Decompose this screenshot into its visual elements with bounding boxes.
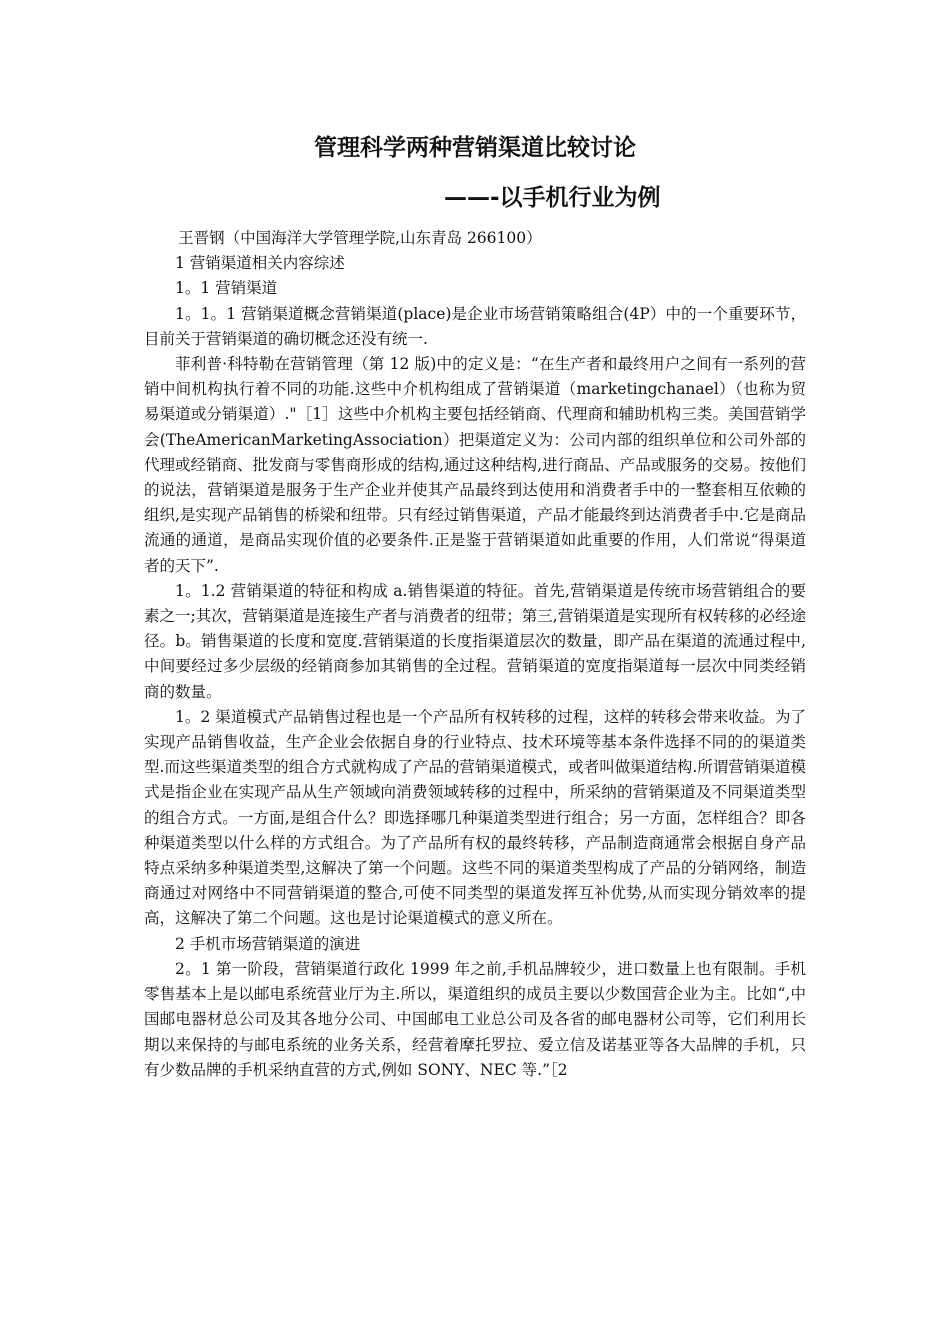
- subsection-heading-1-1: 1。1 营销渠道: [175, 279, 278, 298]
- section-heading-2: 2 手机市场营销渠道的演进: [175, 934, 361, 953]
- paragraph-1-1-1: 1。1。1 营销渠道概念营销渠道(place)是企业市场营销策略组合(4P）中的一个重要环节，目前关于营销渠道的确切概念还没有统一.: [144, 304, 806, 348]
- document-subtitle: ——-以手机行业为例: [444, 185, 661, 211]
- paragraph-1-1-2: 1。1.2 营销渠道的特征和构成 a.销售渠道的特征。首先,营销渠道是传统市场营销组合的要素之一;其次，营销渠道是连接生产者与消费者的纽带；第三,营销渠道是实现所有权转移的必经途径。b。销售渠道的长度和宽度.营销渠道的长度指渠道层次的数量，即产品在渠道的流通过程中,中间要经过多少层级的经销商参加其销售的全过程。营销渠道的宽度指渠道每一层次中同类经销商的数量。: [144, 581, 806, 701]
- paragraph-kotler-definition: 菲利普·科特勒在营销管理（第 12 版)中的定义是：“在生产者和最终用户之间有一系列的营销中间机构执行着不同的功能.这些中介机构组成了营销渠道（marketingchanael）（也称为贸易渠道或分销渠道）."［1］这些中介机构主要包括经销商、代理商和辅助机构三类。美国营销学会(TheAmericanMarketingAssociation）把渠道定义为：公司内部的组织单位和公司外部的代理或经销商、批发商与零售商形成的结构,通过这种结构,进行商品、产品或服务的交易。按他们的说法，营销渠道是服务于生产企业并使其产品最终到达使用和消费者手中的一整套相互依赖的组织,是实现产品销售的桥梁和纽带。只有经过销售渠道，产品才能最终到达消费者手中.它是商品流通的通道，是商品实现价值的必要条件.正是鉴于营销渠道如此重要的作用，人们常说“得渠道者的天下”.: [144, 355, 806, 575]
- document-title: 管理科学两种营销渠道比较讨论: [314, 135, 636, 161]
- paragraph-1-2: 1。2 渠道模式产品销售过程也是一个产品所有权转移的过程，这样的转移会带来收益。为了实现产品销售收益，生产企业会依据自身的行业特点、技术环境等基本条件选择不同的的渠道类型.而这些渠道类型的组合方式就构成了产品的营销渠道模式，或者叫做渠道结构.所谓营销渠道模式是指企业在实现产品从生产领域向消费领域转移的过程中，所采纳的营销渠道及不同渠道类型的组合方式。一方面,是组合什么？即选择哪几种渠道类型进行组合；另一方面，怎样组合？即各种渠道类型以什么样的方式组合。为了产品所有权的最终转移，产品制造商通常会根据自身产品特点采纳多种渠道类型,这解决了第一个问题。这些不同的渠道类型构成了产品的分销网络，制造商通过对网络中不同营销渠道的整合,可使不同类型的渠道发挥互补优势,从而实现分销效率的提高，这解决了第二个问题。这也是讨论渠道模式的意义所在。: [144, 707, 806, 928]
- section-heading-1: 1 营销渠道相关内容综述: [175, 254, 345, 273]
- author-line: 王晋钢（中国海洋大学管理学院,山东青岛 266100）: [178, 229, 542, 247]
- document-body: [144, 226, 806, 1083]
- paragraph-2-1: 2。1 第一阶段，营销渠道行政化 1999 年之前,手机品牌较少，进口数量上也有限制。手机零售基本上是以邮电系统营业厅为主.所以，渠道组织的成员主要以少数国营企业为主。比如“,中国邮电器材总公司及其各地分公司、中国邮电工业总公司及各省的邮电器材公司等，它们利用长期以来保持的与邮电系统的业务关系，经营着摩托罗拉、爱立信及诺基亚等各大品牌的手机，只有少数品牌的手机采纳直营的方式,例如 SONY、NEC 等.”［2: [144, 959, 806, 1079]
